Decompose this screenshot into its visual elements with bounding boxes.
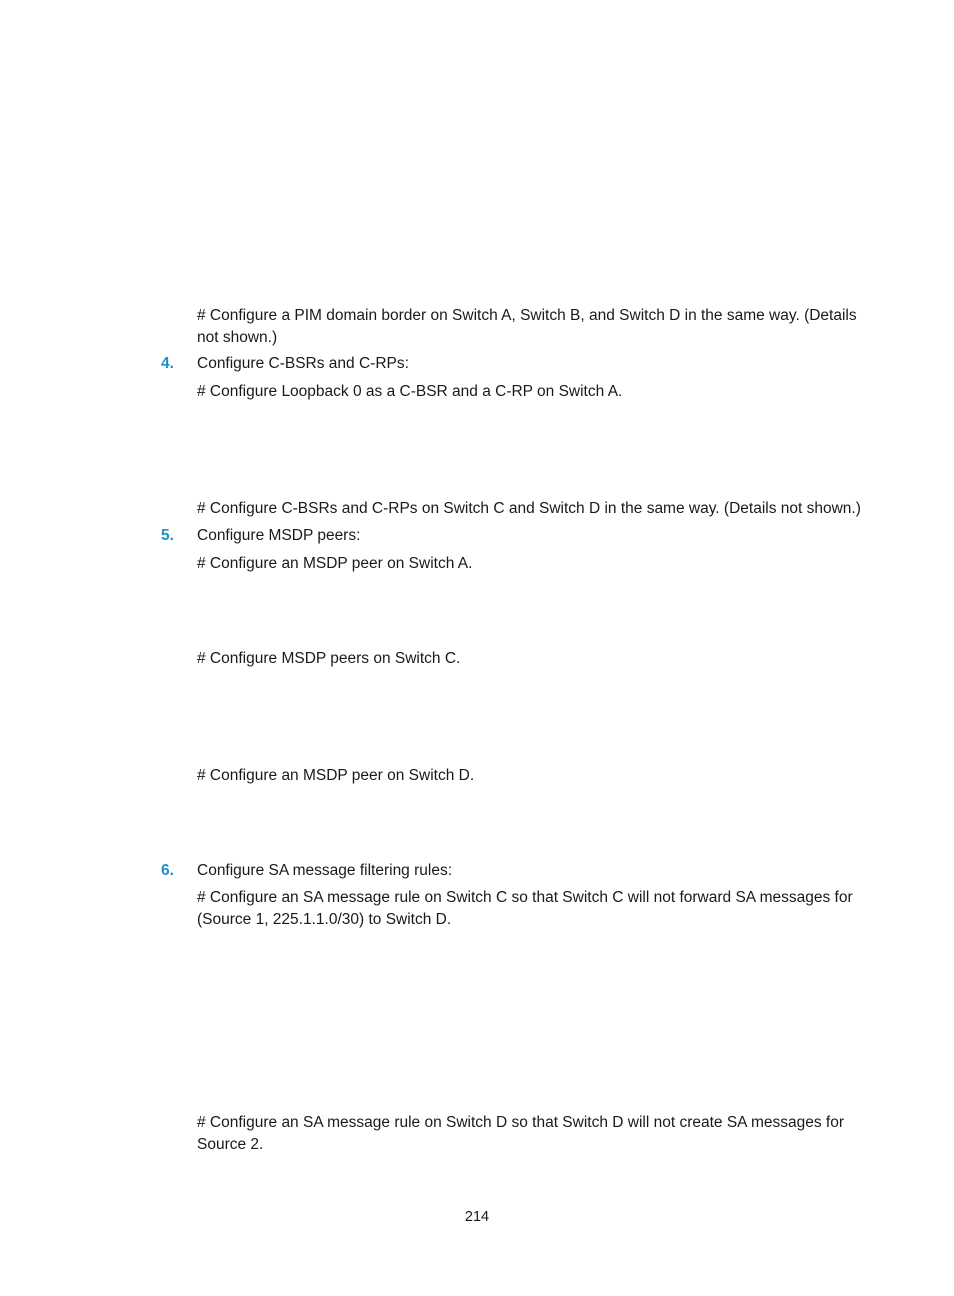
paragraph-msdp-peer-switch-a: # Configure an MSDP peer on Switch A. bbox=[197, 555, 473, 572]
paragraph-loopback-cbsr: # Configure Loopback 0 as a C-BSR and a C-RP on Switch A. bbox=[197, 383, 623, 400]
paragraph-pim-domain-border: # Configure a PIM domain border on Switch A, Switch B, and Switch D in the same way. (Details not shown.) bbox=[197, 307, 857, 346]
step-text: Configure SA message filtering rules: bbox=[197, 862, 453, 879]
step-5 bbox=[161, 525, 360, 547]
step-text: Configure C-BSRs and C-RPs: bbox=[197, 355, 409, 372]
step-text: Configure MSDP peers: bbox=[197, 527, 361, 544]
paragraph-msdp-peer-switch-d: # Configure an MSDP peer on Switch D. bbox=[197, 767, 475, 784]
step-number: 6. bbox=[161, 862, 174, 879]
paragraph-sa-rule-switch-c: # Configure an SA message rule on Switch C so that Switch C will not forward SA messages for (Source 1, 225.1.1.0/30) to Switch D. bbox=[197, 889, 853, 928]
paragraph-msdp-peers-switch-c: # Configure MSDP peers on Switch C. bbox=[197, 650, 461, 667]
step-number: 5. bbox=[161, 527, 174, 544]
paragraph-cbsr-switch-c-d: # Configure C-BSRs and C-RPs on Switch C and Switch D in the same way. (Details not shown.) bbox=[197, 500, 861, 517]
step-6 bbox=[161, 860, 452, 882]
page-number: 214 bbox=[464, 1209, 490, 1225]
step-4 bbox=[161, 353, 409, 375]
paragraph-sa-rule-switch-d: # Configure an SA message rule on Switch D so that Switch D will not create SA messages for Source 2. bbox=[197, 1114, 845, 1153]
step-number: 4. bbox=[161, 355, 174, 372]
